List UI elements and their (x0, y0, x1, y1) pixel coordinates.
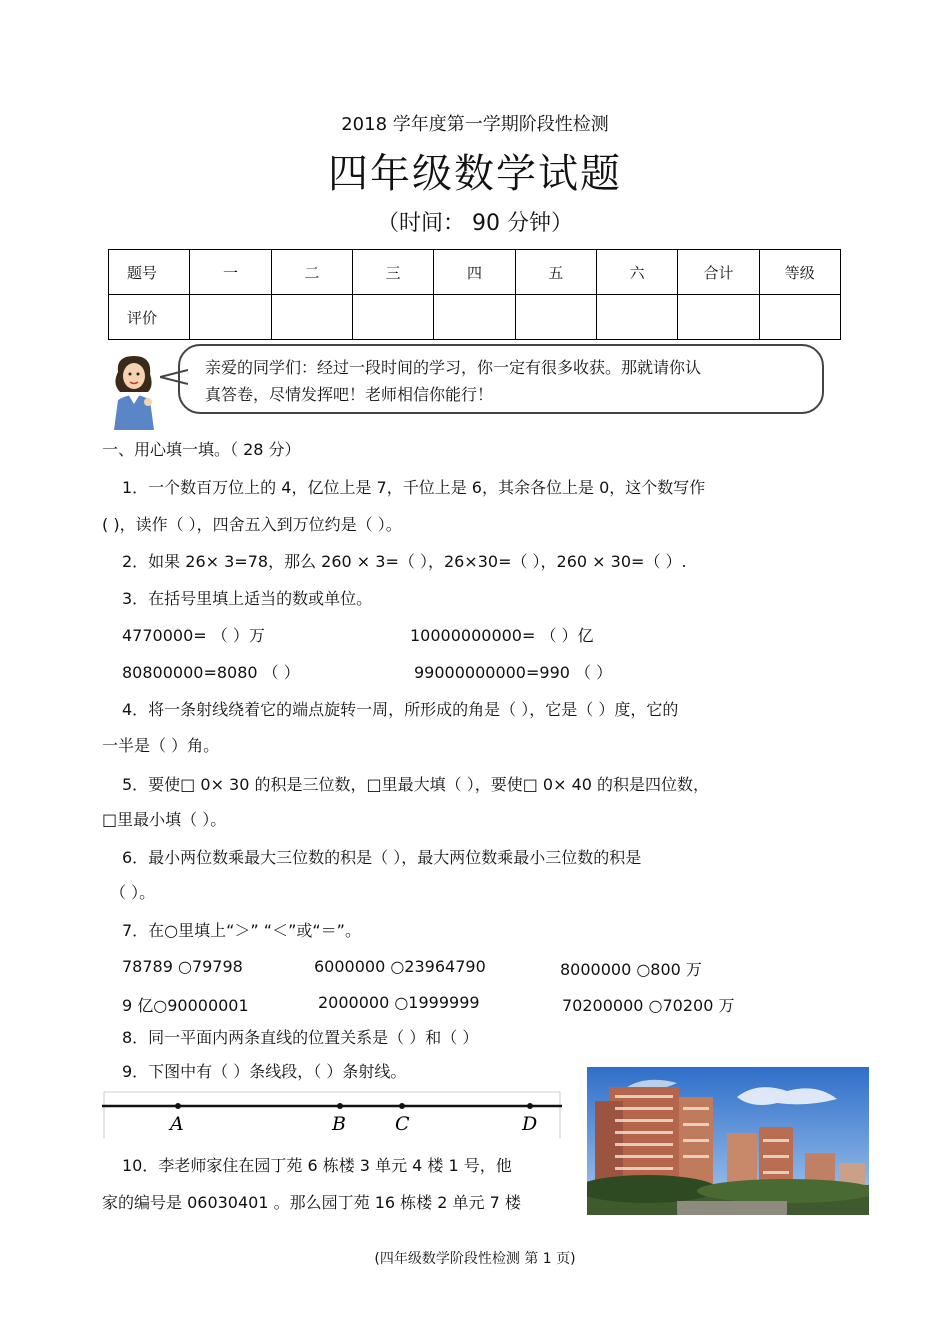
point-b (337, 1103, 343, 1109)
question-5-line-2: □里最小填（ ）。 (102, 810, 227, 829)
question-7-item: 78789 ○79798 (122, 957, 243, 976)
score-table-header-row (109, 250, 841, 295)
question-5-line-1: 5．要使□ 0× 30 的积是三位数，□里最大填（ ），要使□ 0× 40 的积是四位数， (122, 775, 710, 794)
teacher-illustration (104, 352, 164, 432)
question-6-line-2: （ ）。 (110, 883, 156, 902)
table-cell: 四 (434, 250, 515, 295)
table-cell: 一 (190, 250, 271, 295)
table-cell: 题号 (109, 250, 190, 295)
question-7: 7．在○里填上“＞” “＜”或“＝”。 (122, 921, 361, 940)
question-10-line-2: 家的编号是 06030401 。那么园丁苑 16 栋楼 2 单元 7 楼 (102, 1193, 521, 1212)
question-3-item: 99000000000=990 （ ） (414, 663, 613, 682)
question-9: 9．下图中有（ ）条线段，（ ）条射线。 (122, 1062, 407, 1081)
question-7-item: 70200000 ○70200 万 (562, 996, 735, 1015)
section-heading: 一、用心填一填。（ 28 分） (102, 440, 301, 459)
table-cell: 合计 (678, 250, 759, 295)
question-6-line-1: 6．最小两位数乘最大三位数的积是（ ），最大两位数乘最小三位数的积是 (122, 848, 642, 867)
greeting-line-2: 真答卷，尽情发挥吧！老师相信你能行！ (205, 385, 494, 404)
point-label: C (395, 1113, 410, 1135)
question-7-item: 9 亿○90000001 (122, 996, 249, 1015)
question-3-item: 4770000= （ ）万 (122, 626, 265, 645)
question-1-line-1: 1．一个数百万位上的 4，亿位上是 7，千位上是 6，其余各位上是 0，这个数写作 (122, 478, 706, 497)
question-2: 2．如果 26× 3=78，那么 260 × 3=（ ），26×30=（ ），260 × 30=（ ）. (122, 552, 687, 571)
question-10-line-1: 10．李老师家住在园丁苑 6 栋楼 3 单元 4 楼 1 号，他 (122, 1156, 512, 1175)
point-d (527, 1103, 533, 1109)
empty-cell[interactable] (190, 295, 271, 340)
point-c (399, 1103, 405, 1109)
question-7-item: 2000000 ○1999999 (318, 993, 480, 1012)
question-7-item: 8000000 ○800 万 (560, 960, 702, 979)
point-label: A (170, 1113, 184, 1135)
table-cell: 三 (352, 250, 433, 295)
question-3-item: 10000000000= （ ）亿 (410, 626, 594, 645)
score-table-evaluation-row (109, 295, 841, 340)
exam-subtitle: 2018 学年度第一学期阶段性检测 (341, 114, 609, 135)
table-cell: 评价 (109, 295, 190, 340)
exam-title: 四年级数学试题 (328, 151, 622, 197)
apartment-buildings-photo (587, 1067, 869, 1215)
question-4-line-2: 一半是（ ）角。 (102, 736, 220, 755)
question-3-item: 80800000=8080 （ ） (122, 663, 300, 682)
empty-cell[interactable] (678, 295, 759, 340)
point-label: B (332, 1113, 346, 1135)
empty-cell[interactable] (515, 295, 596, 340)
point-label: D (522, 1113, 538, 1135)
empty-cell[interactable] (352, 295, 433, 340)
empty-cell[interactable] (271, 295, 352, 340)
empty-cell[interactable] (596, 295, 677, 340)
score-table (108, 249, 841, 340)
question-7-item: 6000000 ○23964790 (314, 957, 486, 976)
page-footer: (四年级数学阶段性检测 第 1 页) (374, 1251, 576, 1267)
question-1-line-2: ( )，读作（ ），四舍五入到万位约是（ ）。 (102, 515, 402, 534)
empty-cell[interactable] (759, 295, 840, 340)
exam-duration: （时间： 90 分钟） (377, 211, 573, 236)
question-3: 3．在括号里填上适当的数或单位。 (122, 589, 373, 608)
table-cell: 六 (596, 250, 677, 295)
empty-cell[interactable] (434, 295, 515, 340)
point-a (175, 1103, 181, 1109)
table-cell: 五 (515, 250, 596, 295)
table-cell: 二 (271, 250, 352, 295)
question-8: 8．同一平面内两条直线的位置关系是（ ）和（ ） (122, 1028, 479, 1047)
table-cell: 等级 (759, 250, 840, 295)
line-segment-figure (102, 1088, 562, 1140)
question-4-line-1: 4．将一条射线绕着它的端点旋转一周，所形成的角是（ ），它是（ ）度，它的 (122, 700, 679, 719)
greeting-line-1: 亲爱的同学们：经过一段时间的学习，你一定有很多收获。那就请你认 (205, 358, 702, 377)
